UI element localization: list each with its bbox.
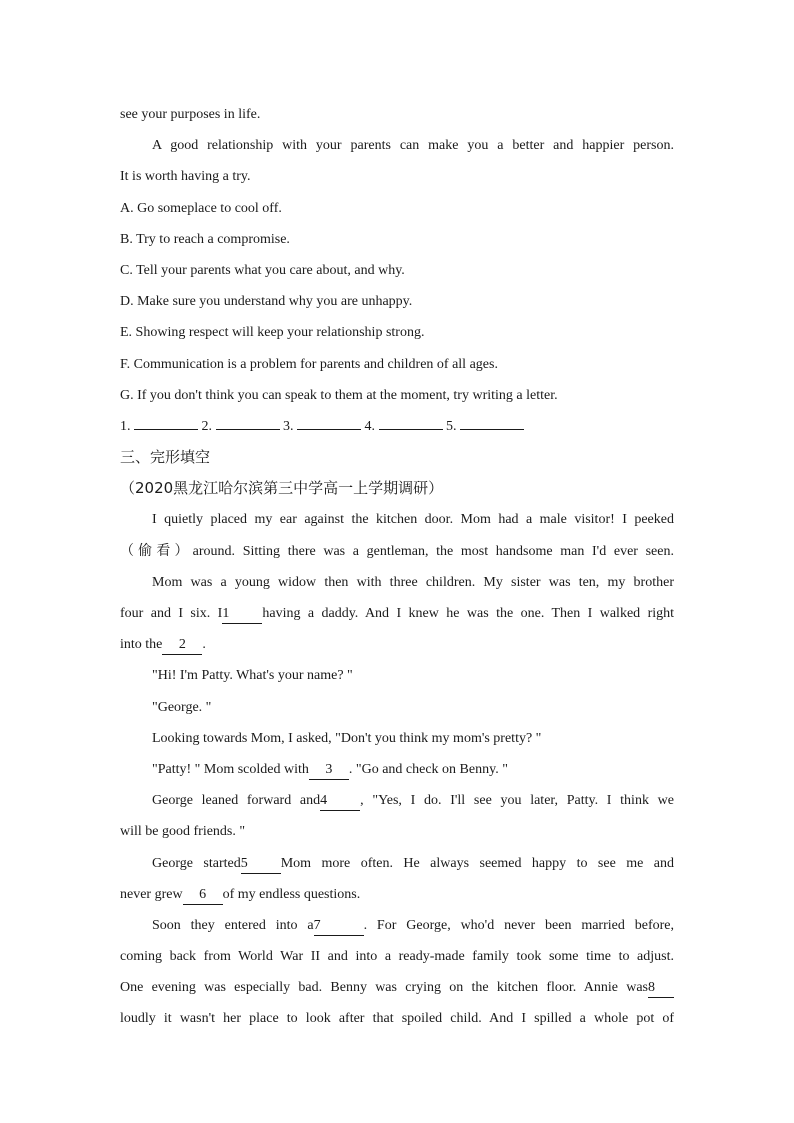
answer-label-4: 4. <box>364 418 375 434</box>
cloze-blank-7[interactable]: 7 <box>314 917 364 936</box>
dialogue-line <box>120 785 674 816</box>
passage-text: Mom more often. He always seemed happy to see me and <box>280 855 674 871</box>
passage-text: into the <box>120 637 163 653</box>
source-note: （2020黑龙江哈尔滨第三中学高一上学期调研） <box>120 479 444 498</box>
passage-line <box>120 910 674 941</box>
answer-blank-4[interactable] <box>379 417 443 430</box>
passage-line: coming back from World War II and into a ready-made family took some time to adjust. <box>120 949 674 965</box>
passage-text: George started <box>152 855 241 871</box>
cloze-blank-4[interactable]: 4 <box>320 792 360 811</box>
passage-line: I quietly placed my ear against the kitchen door. Mom had a male visitor! I peeked <box>152 512 674 528</box>
passage-text: Soon they entered into a <box>152 917 314 933</box>
section-heading: 三、完形填空 <box>120 448 211 467</box>
answer-blank-1[interactable] <box>134 417 198 430</box>
answer-blank-2[interactable] <box>216 417 280 430</box>
passage-line <box>120 848 674 879</box>
cloze-blank-8[interactable]: 8 <box>648 979 674 998</box>
dialogue-line: will be good friends. " <box>120 824 246 840</box>
option-f: F. Communication is a problem for parents and children of all ages. <box>120 356 498 372</box>
cloze-blank-1[interactable]: 1 <box>222 605 262 624</box>
answer-label-5: 5. <box>446 418 457 434</box>
answer-label-1: 1. <box>120 418 131 434</box>
cloze-blank-5[interactable]: 5 <box>241 855 281 874</box>
option-b: B. Try to reach a compromise. <box>120 231 290 247</box>
dialogue-line: "Hi! I'm Patty. What's your name? " <box>152 668 353 684</box>
passage-text: . <box>202 637 206 653</box>
passage-line <box>120 879 674 910</box>
passage-line: A good relationship with your parents can make you a better and happier person. <box>152 138 674 154</box>
option-d: D. Make sure you understand why you are unhappy. <box>120 294 413 310</box>
passage-line: It is worth having a try. <box>120 169 251 185</box>
dialogue-line: "George. " <box>152 699 212 715</box>
passage-text: George leaned forward and <box>152 793 321 809</box>
option-c: C. Tell your parents what you care about, and why. <box>120 262 405 278</box>
passage-line: loudly it wasn't her place to look after that spoiled child. And I spilled a whole pot of <box>120 1011 674 1027</box>
passage-text: . "Go and check on Benny. " <box>348 761 508 777</box>
passage-line: （偷看）around. Sitting there was a gentleman, the most handsome man I'd ever seen. <box>120 543 674 559</box>
option-a: A. Go someplace to cool off. <box>120 200 282 216</box>
passage-text: One evening was especially bad. Benny was crying on the kitchen floor. Annie was <box>120 980 648 996</box>
passage-text: "Patty! " Mom scolded with <box>152 761 309 777</box>
cloze-blank-2[interactable]: 2 <box>162 636 202 655</box>
passage-text: . For George, who'd never been married before, <box>363 917 674 933</box>
cloze-blank-6[interactable]: 6 <box>183 886 223 905</box>
passage-line: Mom was a young widow then with three children. My sister was ten, my brother <box>152 574 674 590</box>
dialogue-line: Looking towards Mom, I asked, "Don't you think my mom's pretty? " <box>152 730 542 746</box>
cloze-blank-3[interactable]: 3 <box>309 761 349 780</box>
option-e: E. Showing respect will keep your relationship strong. <box>120 325 425 341</box>
passage-line: see your purposes in life. <box>120 107 261 122</box>
passage-text: having a daddy. And I knew he was the one. Then I walked right <box>262 606 674 621</box>
passage-line <box>120 972 674 1003</box>
answer-blank-3[interactable] <box>297 417 361 430</box>
answer-line <box>120 411 674 442</box>
passage-text: four and I six. I <box>120 606 223 621</box>
passage-text: of my endless questions. <box>222 886 361 902</box>
dialogue-line <box>120 754 674 785</box>
passage-line <box>120 598 674 629</box>
option-g: G. If you don't think you can speak to them at the moment, try writing a letter. <box>120 387 558 403</box>
passage-text: , "Yes, I do. I'll see you later, Patty. I think we <box>360 793 674 809</box>
answer-label-3: 3. <box>283 418 294 434</box>
passage-line <box>120 629 674 660</box>
passage-text: never grew <box>120 886 183 902</box>
answer-blank-5[interactable] <box>460 417 524 430</box>
answer-label-2: 2. <box>201 418 212 434</box>
